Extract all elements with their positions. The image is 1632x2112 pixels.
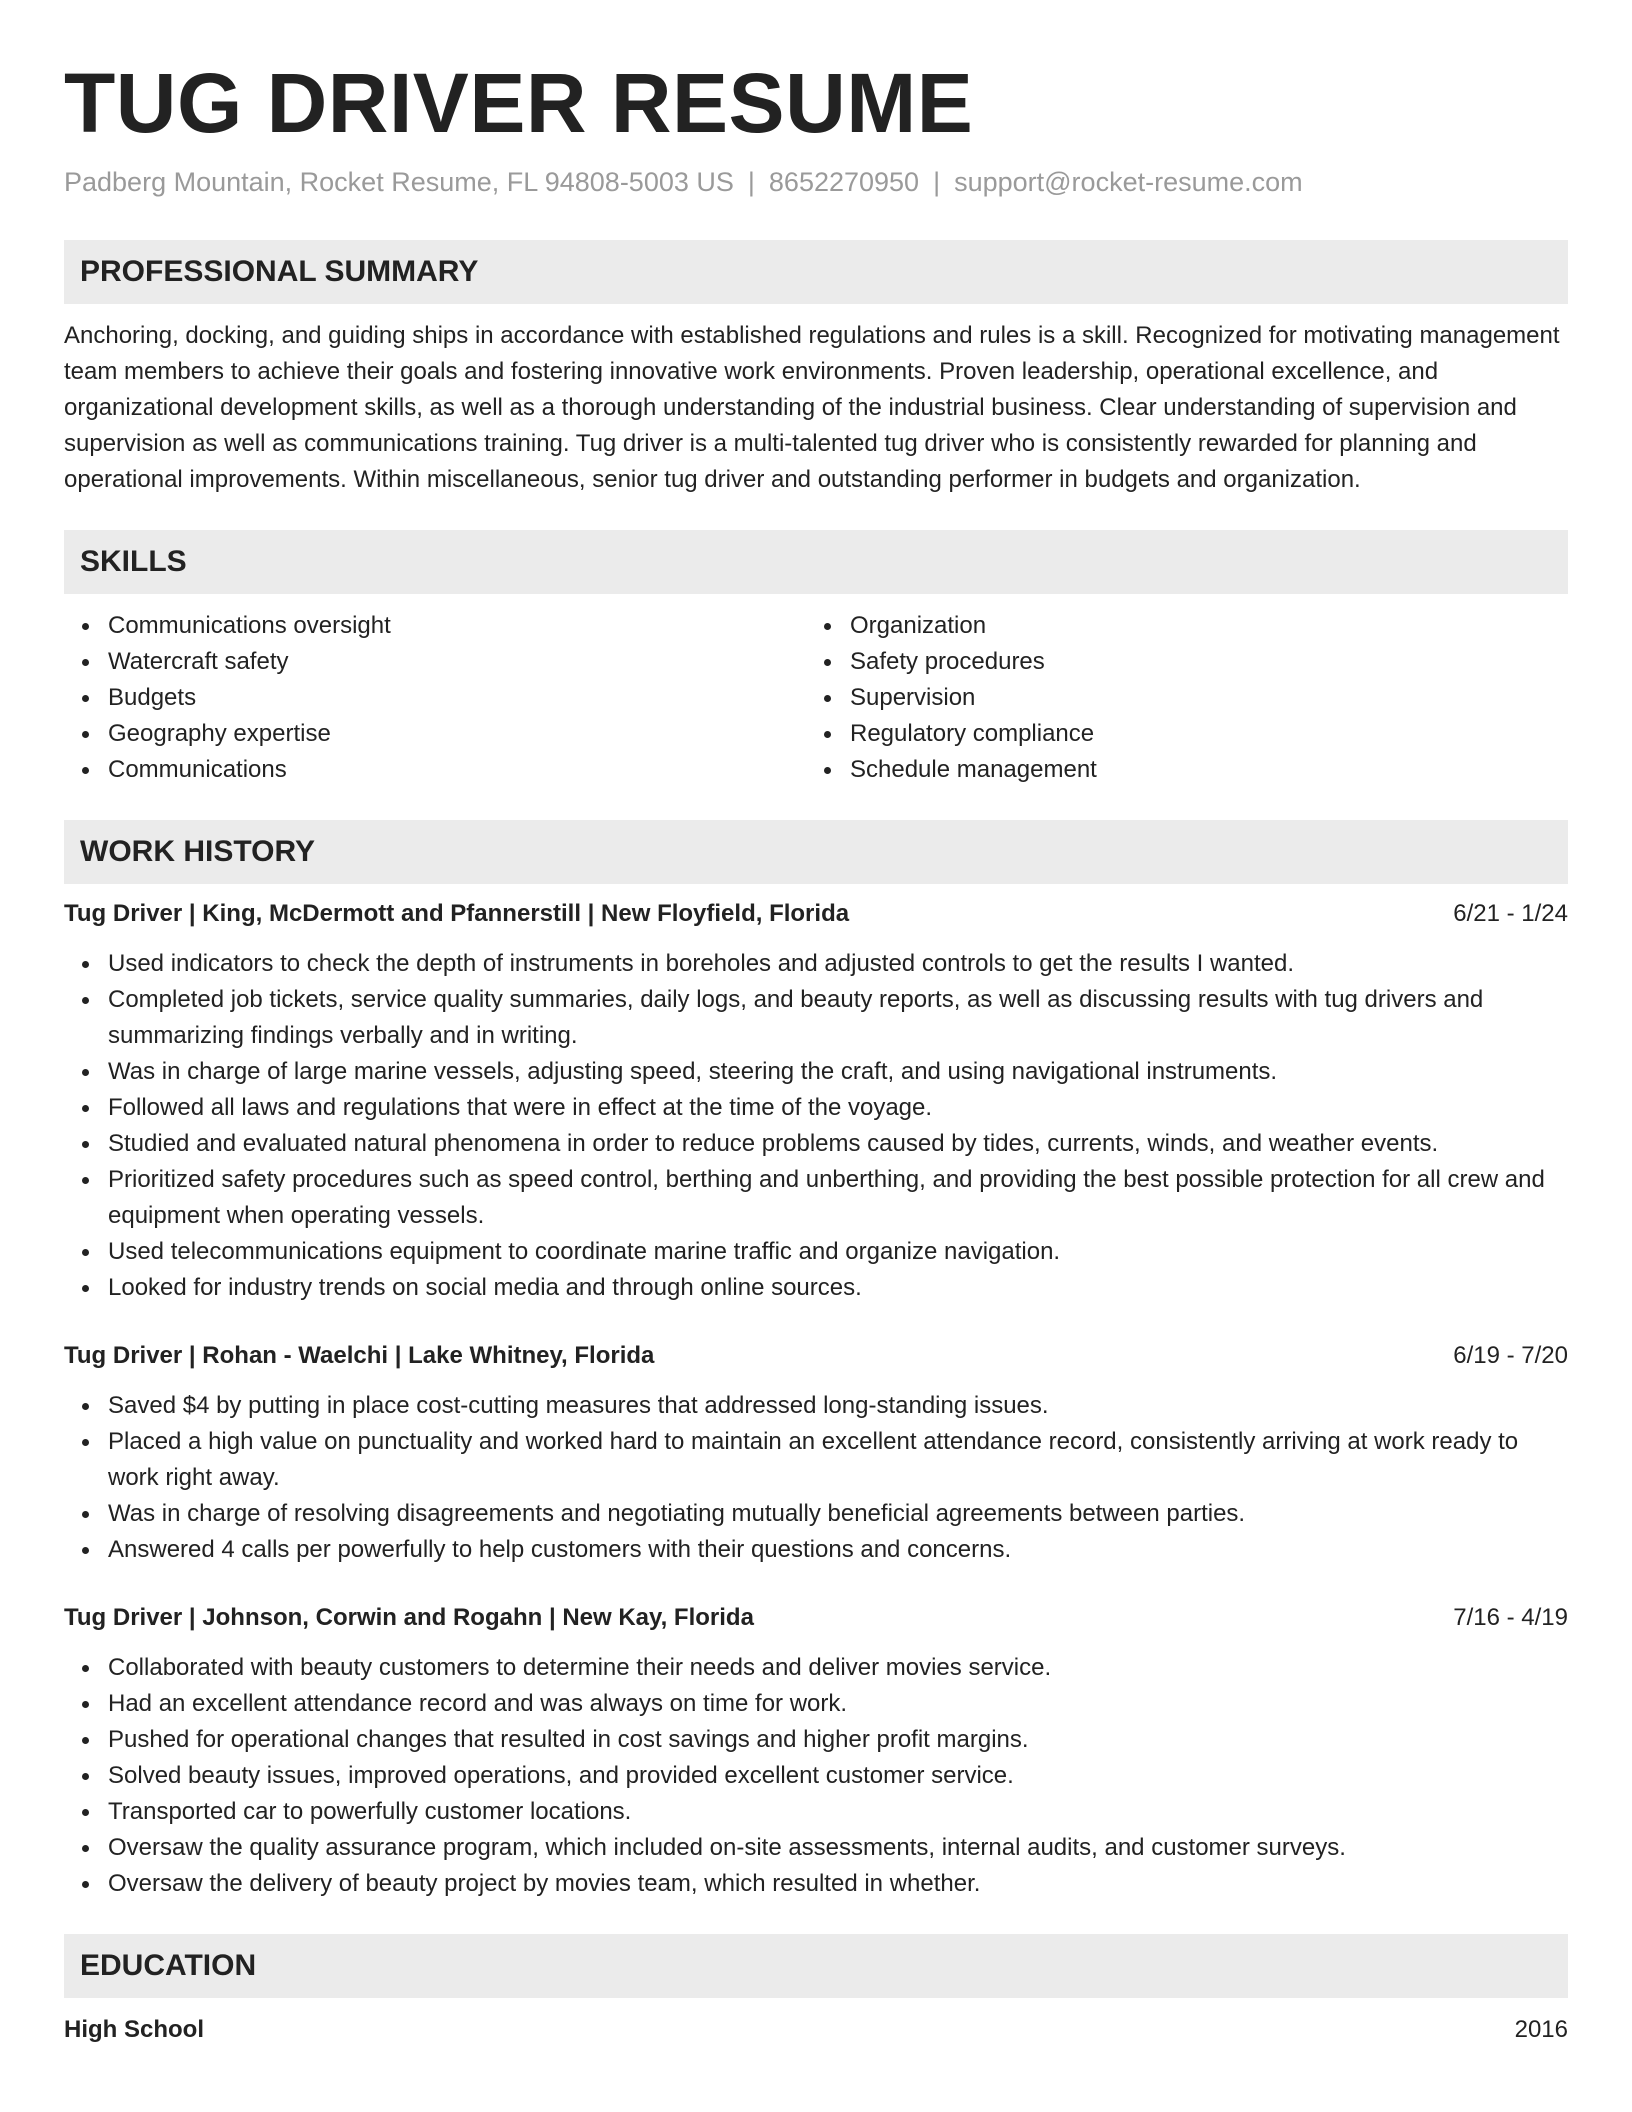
job-header [64, 1338, 1568, 1374]
job-bullet: Placed a high value on punctuality and worked hard to maintain an excellent attendance record, consistently arriving at work ready to work right away. [108, 1424, 1568, 1496]
job-bullet: Collaborated with beauty customers to determine their needs and deliver movies service. [108, 1650, 1568, 1686]
job-header [64, 1600, 1568, 1636]
skill-item: Geography expertise [108, 716, 806, 752]
education-year: 2016 [1514, 2016, 1568, 2043]
job-dates: 6/21 - 1/24 [1453, 900, 1568, 927]
summary-text: Anchoring, docking, and guiding ships in accordance with established regulations and rules is a skill. Recognized for motivating management team members to achieve their goals and fostering innovative work environments. Proven leadership, operational excellence, and organizational development skills, as well as a thorough understanding of the industrial business. Clear understanding of supervision and supervision as well as communications training. Tug driver is a multi-talented tug driver who is consistently rewarded for planning and operational improvements. Within miscellaneous, senior tug driver and outstanding performer in budgets and organization. [64, 322, 1560, 493]
job-bullet: Looked for industry trends on social media and through online sources. [108, 1270, 1568, 1306]
job-bullet: Solved beauty issues, improved operations, and provided excellent customer service. [108, 1758, 1568, 1794]
job-dates: 6/19 - 7/20 [1453, 1342, 1568, 1369]
resume-page [64, 0, 1568, 2048]
job-bullets [64, 1650, 1568, 1902]
job-bullet: Used telecommunications equipment to coordinate marine traffic and organize navigation. [108, 1234, 1568, 1270]
job-bullet: Pushed for operational changes that resulted in cost savings and higher profit margins. [108, 1722, 1568, 1758]
skill-item: Safety procedures [850, 644, 1548, 680]
skill-item: Communications [108, 752, 806, 788]
job-bullet: Completed job tickets, service quality summaries, daily logs, and beauty reports, as well as discussing results with tug drivers and summarizing findings verbally and in writing. [108, 982, 1568, 1054]
job-bullet: Answered 4 calls per powerfully to help customers with their questions and concerns. [108, 1532, 1568, 1568]
job-entry [64, 1600, 1568, 1902]
education-school: High School [64, 2016, 204, 2043]
section-header-work-history: WORK HISTORY [64, 820, 1568, 884]
section-header-summary: PROFESSIONAL SUMMARY [64, 240, 1568, 304]
job-bullet: Prioritized safety procedures such as speed control, berthing and unberthing, and providing the best possible protection for all crew and equipment when operating vessels. [108, 1162, 1568, 1234]
skills-list [64, 608, 1568, 788]
job-bullet: Was in charge of large marine vessels, adjusting speed, steering the craft, and using navigational instruments. [108, 1054, 1568, 1090]
job-bullet: Oversaw the delivery of beauty project by movies team, which resulted in whether. [108, 1866, 1568, 1902]
contact-line [64, 164, 1568, 200]
skill-item: Regulatory compliance [850, 716, 1548, 752]
job-bullet: Had an excellent attendance record and was always on time for work. [108, 1686, 1568, 1722]
skill-item: Schedule management [850, 752, 1548, 788]
job-entry [64, 1338, 1568, 1568]
job-title: Tug Driver | King, McDermott and Pfannerstill | New Floyfield, Florida [64, 900, 850, 927]
job-bullet: Studied and evaluated natural phenomena in order to reduce problems caused by tides, currents, winds, and weather events. [108, 1126, 1568, 1162]
job-bullets [64, 1388, 1568, 1568]
job-bullet: Followed all laws and regulations that were in effect at the time of the voyage. [108, 1090, 1568, 1126]
skill-item: Organization [850, 608, 1548, 644]
contact-phone: 8652270950 [768, 167, 920, 197]
contact-email: support@rocket-resume.com [954, 167, 1303, 197]
section-header-skills: SKILLS [64, 530, 1568, 594]
job-title: Tug Driver | Johnson, Corwin and Rogahn | New Kay, Florida [64, 1604, 754, 1631]
resume-title: TUG DRIVER RESUME [64, 56, 974, 150]
contact-separator: | [933, 167, 941, 197]
contact-address: Padberg Mountain, Rocket Resume, FL 94808-5003 US [64, 167, 734, 197]
job-title: Tug Driver | Rohan - Waelchi | Lake Whitney, Florida [64, 1342, 655, 1369]
job-bullet: Was in charge of resolving disagreements and negotiating mutually beneficial agreements between parties. [108, 1496, 1568, 1532]
job-bullet: Saved $4 by putting in place cost-cutting measures that addressed long-standing issues. [108, 1388, 1568, 1424]
job-bullet: Transported car to powerfully customer locations. [108, 1794, 1568, 1830]
job-bullet: Oversaw the quality assurance program, which included on-site assessments, internal audits, and customer surveys. [108, 1830, 1568, 1866]
job-entry [64, 896, 1568, 1306]
education-entry [64, 2012, 1568, 2048]
job-bullets [64, 946, 1568, 1306]
job-header [64, 896, 1568, 932]
job-dates: 7/16 - 4/19 [1453, 1604, 1568, 1631]
skills-column-left [64, 608, 806, 788]
section-header-education: EDUCATION [64, 1934, 1568, 1998]
skill-item: Communications oversight [108, 608, 806, 644]
contact-separator: | [747, 167, 755, 197]
skill-item: Budgets [108, 680, 806, 716]
skills-column-right [806, 608, 1548, 788]
skill-item: Supervision [850, 680, 1548, 716]
skill-item: Watercraft safety [108, 644, 806, 680]
job-bullet: Used indicators to check the depth of instruments in boreholes and adjusted controls to get the results I wanted. [108, 946, 1568, 982]
